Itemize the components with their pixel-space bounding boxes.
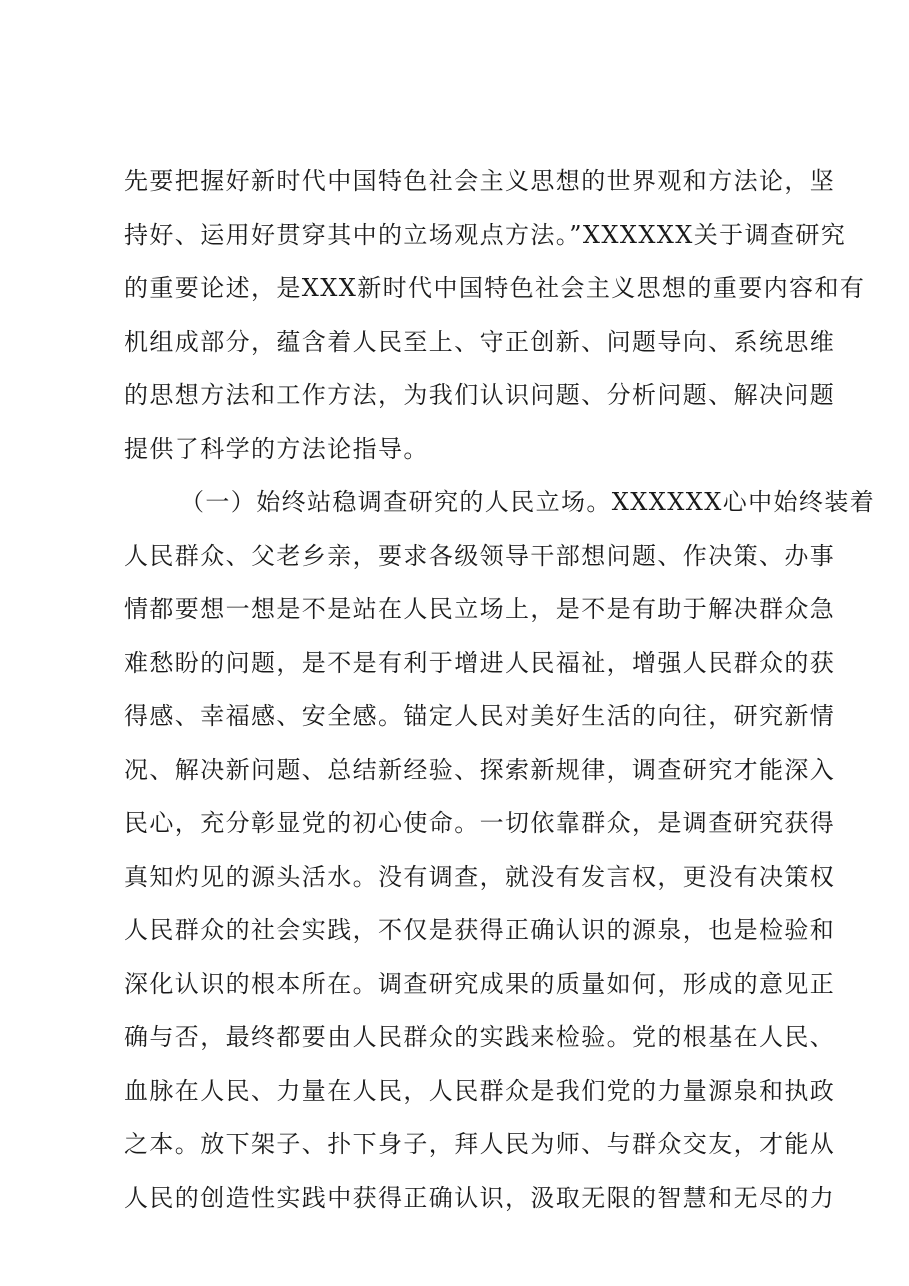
section-heading-line: （一）始终站稳调查研究的人民立场。XXXXXX心中始终装着 [180, 488, 876, 516]
text-line: 深化认识的根本所在。调查研究成果的质量如何，形成的意见正 [124, 969, 836, 998]
text-line: 人民群众、父老乡亲，要求各级领导干部想问题、作决策、办事 [124, 541, 836, 570]
text-line: 真知灼见的源头活水。没有调查，就没有发言权，更没有决策权 [124, 862, 836, 891]
text-line: 的思想方法和工作方法，为我们认识问题、分析问题、解决问题 [124, 381, 836, 409]
text-line: 提供了科学的方法论指导。 [124, 434, 429, 463]
text-line: 先要把握好新时代中国特色社会主义思想的世界观和方法论，坚 [124, 167, 836, 195]
text-line: 人民的创造性实践中获得正确认识，汲取无限的智慧和无尽的力 [124, 1183, 836, 1212]
text-line: 得感、幸福感、安全感。锚定人民对美好生活的向往，研究新情 [124, 702, 836, 730]
text-line: 之本。放下架子、扑下身子，拜人民为师、与群众交友，才能从 [124, 1130, 836, 1158]
text-line: 的重要论述，是XXX新时代中国特色社会主义思想的重要内容和有 [124, 274, 866, 302]
text-line: 民心，充分彰显党的初心使命。一切依靠群众，是调查研究获得 [124, 809, 836, 837]
body-text [124, 155, 876, 1225]
text-line: 血脉在人民、力量在人民，人民群众是我们党的力量源泉和执政 [124, 1076, 836, 1105]
text-line: 确与否，最终都要由人民群众的实践来检验。党的根基在人民、 [124, 1023, 836, 1051]
text-line: 况、解决新问题、总结新经验、探索新规律，调查研究才能深入 [124, 755, 836, 784]
text-line: 持好、运用好贯穿其中的立场观点方法。”XXXXXX关于调查研究 [124, 220, 847, 249]
text-line: 人民群众的社会实践，不仅是获得正确认识的源泉，也是检验和 [124, 916, 836, 944]
text-line: 机组成部分，蕴含着人民至上、守正创新、问题导向、系统思维 [124, 327, 836, 356]
text-line: 情都要想一想是不是站在人民立场上，是不是有助于解决群众急 [124, 595, 836, 623]
text-line: 难愁盼的问题，是不是有利于增进人民福祉，增强人民群众的获 [124, 648, 836, 677]
